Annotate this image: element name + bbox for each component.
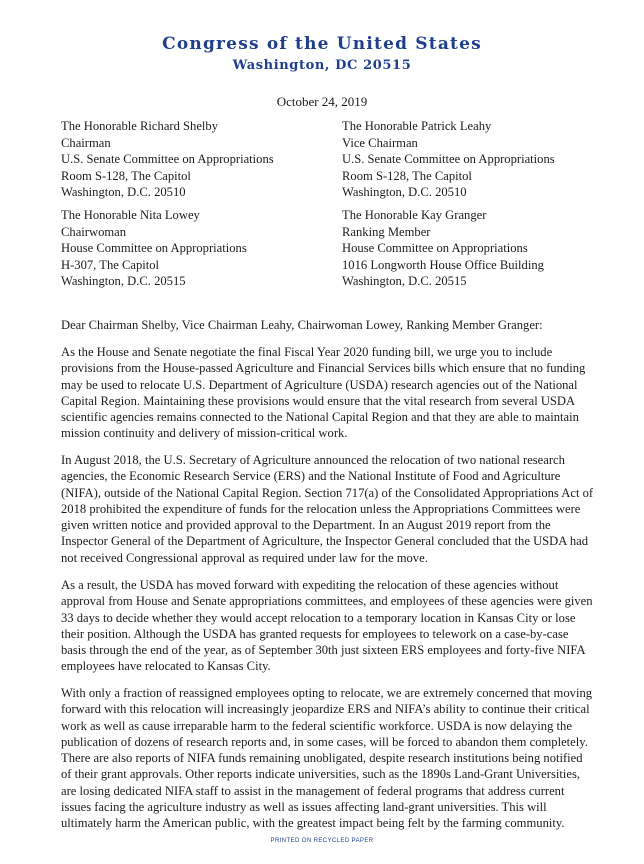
recipient-line: Ranking Member (342, 224, 431, 239)
paragraph-line: basis through the end of the year, as of September 30th just sixteen ERS employees and forty-five NIFA (61, 643, 586, 658)
paragraph-line: As a result, the USDA has moved forward with expediting the relocation of these agencies without (61, 578, 559, 592)
paragraph-line: work as well as cause irreparable harm to the federal scientific workforce. USDA is now delaying the (61, 718, 572, 733)
recipient-line: H-307, The Capitol (61, 257, 160, 272)
paragraph-line: publication of dozens of research reports and, in some cases, will be forced to abandon them completely. (61, 734, 588, 749)
paragraph-line: given written notice and provided approval to the Department. In an August 2019 report from the (61, 518, 551, 533)
recipient-line: Chairwoman (61, 224, 127, 239)
recipient-line: 1016 Longworth House Office Building (342, 257, 544, 272)
paragraph-line: agencies, the Economic Research Service (ERS) and the National Institute of Food and Agriculture (61, 469, 561, 484)
recipient-line: The Honorable Richard Shelby (61, 119, 219, 133)
recipient-line: Room S-128, The Capitol (342, 168, 472, 183)
body-paragraph-2 (61, 452, 609, 566)
paragraph-line: (NIFA), outside of the National Capital Region. Section 717(a) of the Consolidated Appropriations Act of (61, 485, 594, 500)
recipient-line: Vice Chairman (342, 135, 418, 150)
salutation: Dear Chairman Shelby, Vice Chairman Leahy, Chairwoman Lowey, Ranking Member Granger: (61, 318, 543, 332)
paragraph-line: forward with this relocation will increasingly jeopardize ERS and NIFA’s ability to continue their critical (61, 702, 590, 717)
paragraph-line: of their grant approvals. Other reports indicate universities, such as the 1890s Land-Grant Universities, (61, 767, 581, 782)
recipient-line: Washington, D.C. 20515 (342, 274, 467, 288)
paragraph-line: are losing dedicated NIFA staff to assist in the management of federal programs that address current (61, 783, 565, 798)
body-paragraph-4 (61, 685, 609, 832)
recipient-line: Washington, D.C. 20510 (61, 185, 186, 199)
paragraph-line: Capital Region. Maintaining these provisions would ensure that the vital research from several USDA (61, 393, 576, 408)
paragraph-line: With only a fraction of reassigned employees opting to relocate, we are extremely concerned that moving (61, 686, 593, 700)
recipient-line: House Committee on Appropriations (61, 241, 247, 255)
letterhead-title: Congress of the United States (162, 34, 482, 54)
recycled-paper-footer: PRINTED ON RECYCLED PAPER (270, 838, 374, 844)
paragraph-line: employees have relocated to Kansas City. (61, 659, 271, 674)
recipient-block-shelby (61, 118, 274, 201)
recipient-block-granger (342, 207, 544, 290)
paragraph-line: may be used to relocate U.S. Department of Agriculture (USDA) research agencies out of the National (61, 377, 578, 392)
paragraph-line: scientific agencies remains connected to the National Capital Region and that they are able to maintain (61, 410, 579, 425)
recipient-block-leahy (342, 118, 555, 201)
recipient-line: The Honorable Patrick Leahy (342, 119, 492, 133)
letterhead-subtitle: Washington, DC 20515 (232, 58, 412, 73)
recipient-line: House Committee on Appropriations (342, 241, 528, 255)
paragraph-line: 2018 prohibited the expenditure of funds for the relocation unless the Appropriations Committees were (61, 501, 581, 516)
body-paragraph-1 (61, 344, 609, 442)
paragraph-line: In August 2018, the U.S. Secretary of Agriculture announced the relocation of two national research (61, 453, 565, 467)
paragraph-line: Inspector General of the Department of Agriculture, the Inspector General concluded that the USDA had (61, 534, 588, 549)
letter-date: October 24, 2019 (276, 94, 368, 109)
recipient-block-lowey (61, 207, 247, 290)
recipient-line: U.S. Senate Committee on Appropriations (61, 152, 274, 166)
recipient-line: Room S-128, The Capitol (61, 168, 191, 183)
paragraph-line: ultimately harm the American public, with the greatest impact being felt by the farming community. (61, 816, 565, 831)
recipient-line: U.S. Senate Committee on Appropriations (342, 152, 555, 166)
recipient-line: Washington, D.C. 20515 (61, 274, 186, 288)
paragraph-line: There are also reports of NIFA funds remaining unobligated, despite research institutions being notified (61, 751, 583, 766)
paragraph-line: provisions from the House-passed Agriculture and Financial Services bills which ensure that no funding (61, 361, 586, 376)
paragraph-line: their position. Although the USDA has granted requests for employees to telework on a case-by-case (61, 626, 569, 641)
paragraph-line: 33 days to decide whether they would accept relocation to a temporary location in Kansas City or lose (61, 610, 576, 625)
body-paragraph-3 (61, 577, 609, 675)
paragraph-line: approval from House and Senate appropriations committees, and employees of these agencies were given (61, 594, 593, 609)
paragraph-line: issues facing the agriculture industry as well as issues affecting land-grant universities. This will (61, 800, 547, 815)
recipient-line: Chairman (61, 135, 111, 150)
paragraph-line: As the House and Senate negotiate the final Fiscal Year 2020 funding bill, we urge you to include (61, 345, 553, 359)
paragraph-line: not received Congressional approval as required under law for the move. (61, 550, 428, 565)
recipient-line: Washington, D.C. 20510 (342, 185, 467, 199)
recipient-line: The Honorable Kay Granger (342, 208, 487, 222)
recipient-line: The Honorable Nita Lowey (61, 208, 200, 222)
paragraph-line: mission continuity and delivery of mission-critical work. (61, 426, 348, 441)
